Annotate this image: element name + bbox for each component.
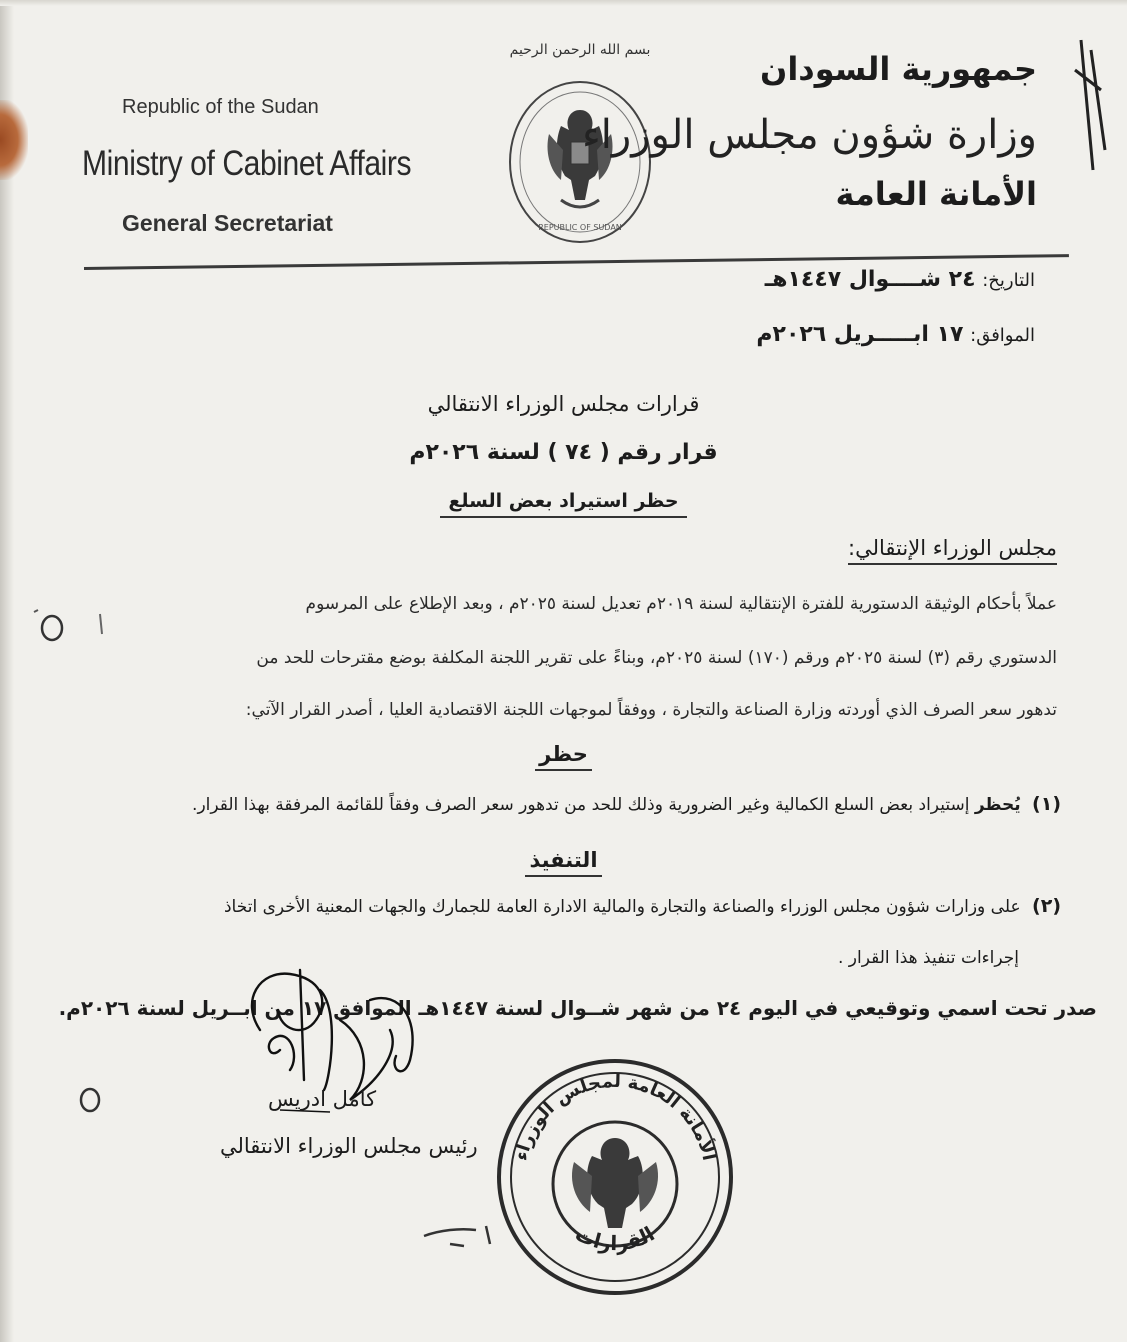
hijri-date-label: التاريخ:	[982, 270, 1035, 291]
letterhead-en-country: Republic of the Sudan	[122, 96, 319, 118]
addressee-text: مجلس الوزراء الإنتقالي:	[848, 536, 1057, 565]
issuance-statement: صدر تحت اسمي وتوقيعي في اليوم ٢٤ من شهر شــوال لسنة ١٤٤٧هـ الموافق ١٧ من ابــريل لسنة ٢٠٢٦م.	[58, 996, 1097, 1020]
section-exec-heading-text: التنفيذ	[525, 848, 601, 877]
article-1	[192, 793, 1061, 815]
scan-edge-shadow	[0, 0, 14, 1342]
section-ban-heading-text: حظر	[535, 742, 592, 771]
gregorian-date-label: الموافق:	[970, 325, 1035, 346]
decision-subject-text: حظر استيراد بعض السلع	[440, 490, 686, 518]
article-1-keyword: يُحظر	[974, 795, 1021, 815]
svg-text:القرارات: القرارات	[571, 1221, 659, 1256]
letterhead-ar-ministry: وزارة شؤون مجلس الوزراء	[581, 112, 1037, 158]
preamble-line-2: الدستوري رقم (٣) لسنة ٢٠٢٥م ورقم (١٧٠) لسنة ٢٠٢٥م، وبناءً على تقرير اللجنة المكلفة بوضع مقترحات للحد من	[256, 648, 1057, 668]
margin-scribble-icon	[30, 606, 110, 646]
svg-text:الأمانة العامة لمجلس الوزراء: الأمانة العامة لمجلس الوزراء	[510, 1070, 720, 1163]
letterhead-en-secretariat: General Secretariat	[122, 210, 333, 236]
decisions-title: قرارات مجلس الوزراء الانتقالي	[427, 392, 700, 416]
letterhead-ar-secretariat: الأمانة العامة	[835, 175, 1037, 213]
gregorian-date	[756, 322, 1035, 347]
margin-circle-icon	[74, 1080, 114, 1120]
section-exec-heading	[0, 848, 1127, 872]
article-1-text: إستيراد بعض السلع الكمالية وغير الضرورية وذلك للحد من تدهور سعر الصرف وفقاً للقائمة المرفقة بهذا القرار.	[192, 795, 970, 815]
hijri-date-value: ٢٤ شــــوال ١٤٤٧هـ	[764, 267, 976, 292]
letterhead-en-ministry: Ministry of Cabinet Affairs	[82, 144, 412, 183]
gregorian-date-value: ١٧ ابـــــريل ٢٠٢٦م	[756, 322, 964, 347]
section-ban-heading	[0, 742, 1127, 766]
handwritten-margin-mark-icon	[1061, 30, 1121, 180]
svg-text:بسم الله الرحمن الرحيم: بسم الله الرحمن الرحيم	[509, 42, 651, 58]
scanner-thumb-mark	[0, 100, 28, 180]
pen-scribble-icon	[420, 1216, 500, 1256]
scan-top-edge	[0, 0, 1127, 6]
svg-text:REPUBLIC OF SUDAN: REPUBLIC OF SUDAN	[538, 223, 622, 232]
article-2-continuation: إجراءات تنفيذ هذا القرار .	[837, 948, 1019, 968]
preamble-line-1: عملاً بأحكام الوثيقة الدستورية للفترة الإنتقالية لسنة ٢٠١٩م تعديل لسنة ٢٠٢٥م ، وبعد الإطلاع على المرسوم	[305, 594, 1057, 614]
article-2-number: (٢)	[1032, 895, 1061, 917]
official-stamp-icon	[490, 1052, 740, 1302]
letterhead-ar-country: جمهورية السودان	[760, 50, 1037, 88]
preamble-line-3: تدهور سعر الصرف الذي أوردته وزارة الصناعة والتجارة ، ووفقاً لموجهات اللجنة الاقتصادية العليا ، أصدر القرار الآتي:	[245, 700, 1057, 720]
hijri-date	[765, 267, 1035, 292]
addressee	[848, 536, 1057, 560]
signatory-name: كامل ادريس	[268, 1087, 377, 1111]
signatory-title: رئيس مجلس الوزراء الانتقالي	[220, 1134, 478, 1158]
article-1-number: (١)	[1032, 793, 1061, 815]
article-2-text: على وزارات شؤون مجلس الوزراء والصناعة والتجارة والمالية الادارة العامة للجمارك والجهات المعنية الأخرى اتخاذ	[223, 897, 1021, 917]
decision-number: قرار رقم ( ٧٤ ) لسنة ٢٠٢٦م	[409, 440, 718, 465]
decision-subject	[0, 490, 1127, 512]
article-2	[224, 895, 1061, 917]
